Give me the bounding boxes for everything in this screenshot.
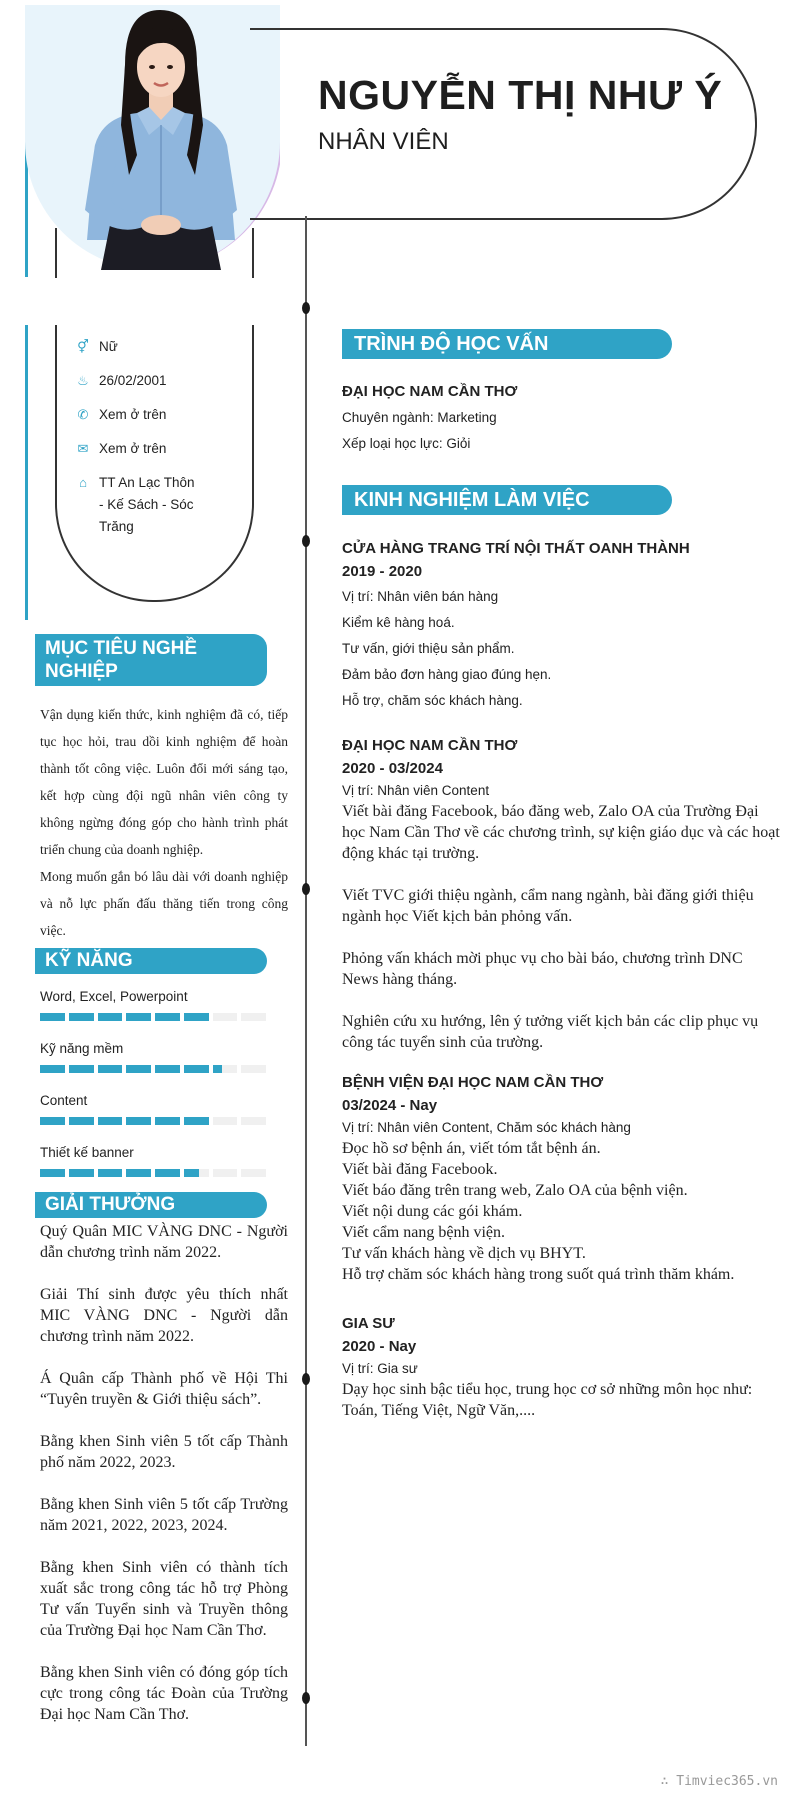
contact-frame <box>55 325 254 602</box>
timeline-dot <box>302 1373 310 1385</box>
skill-bar-segment <box>241 1065 266 1073</box>
skill-bar-segment <box>69 1065 94 1073</box>
watermark: ∴ Timviec365.vn <box>660 1774 778 1789</box>
skill-bar-segment <box>69 1117 94 1125</box>
gender-icon: ⚥ <box>77 339 89 354</box>
skill-bar-segment <box>69 1013 94 1021</box>
email-icon: ✉ <box>77 441 89 456</box>
timeline-dot <box>302 302 310 314</box>
skill-bar-segment <box>184 1065 209 1073</box>
award-item: Bằng khen Sinh viên 5 tốt cấp Trường năm 2021, 2022, 2023, 2024. <box>40 1496 288 1534</box>
education-school: ĐẠI HỌC NAM CẦN THƠ <box>342 383 518 400</box>
skill-bar-segment <box>213 1117 238 1125</box>
skill-bar-segment <box>69 1169 94 1177</box>
skill-bar-segment <box>241 1117 266 1125</box>
skill-bar-segment <box>155 1169 180 1177</box>
skill-bar-segment <box>40 1169 65 1177</box>
award-item: Giải Thí sinh được yêu thích nhất MIC VÀNG DNC - Người dẫn chương trình năm 2022. <box>40 1286 288 1345</box>
objective-section-title: MỤC TIÊU NGHỀ NGHIỆP <box>35 634 267 686</box>
skill-bar-segment <box>184 1169 209 1177</box>
left-accent-bar-mid <box>25 325 28 620</box>
contact-gender: ⚥ Nữ <box>75 338 118 356</box>
skill-bar-segment <box>126 1169 151 1177</box>
skill-bar-segment <box>40 1065 65 1073</box>
skill-bar-segment <box>155 1013 180 1021</box>
skill-bar-segment <box>184 1013 209 1021</box>
skills-section-title: KỸ NĂNG <box>35 948 267 974</box>
experience-item: GIA SƯ 2020 - Nay Vị trí: Gia sư Dạy học sinh bậc tiểu học, trung học cơ sở những môn học như: Toán, Tiếng Việt, Ngữ Văn,.... <box>342 1315 753 1419</box>
skill-bar-segment <box>126 1013 151 1021</box>
contact-phone: ✆ Xem ở trên <box>75 406 166 424</box>
award-item: Bằng khen Sinh viên có đóng góp tích cực trong công tác Đoàn của Trường Đại học Nam Cần Thơ. <box>40 1664 288 1723</box>
skill-bar-segment <box>98 1065 123 1073</box>
skill-bar-segment <box>213 1169 238 1177</box>
skill-bar <box>40 1065 266 1073</box>
timeline-dot <box>302 535 310 547</box>
awards-section-title: GIẢI THƯỞNG <box>35 1192 267 1218</box>
candidate-role: NHÂN VIÊN <box>318 128 449 155</box>
contact-address: ⌂ TT An Lạc Thôn - Kế Sách - Sóc Trăng <box>75 474 195 536</box>
skill-bar-segment <box>98 1117 123 1125</box>
contact-birthday: ♨ 26/02/2001 <box>75 372 167 390</box>
experience-item: BỆNH VIỆN ĐẠI HỌC NAM CẦN THƠ 03/2024 - Nay Vị trí: Nhân viên Content, Chăm sóc khách hàng Đọc hồ sơ bệnh án, viết tóm tắt bệnh án. Viết bài đăng Facebook. Viết báo đăng trên trang web, Zalo OA của bệnh viện. Viết nội dung các gói khám. Viết cẩm nang bệnh viện. Tư vấn khách hàng về dịch vụ BHYT. Hỗ trợ chăm sóc khách hàng trong suốt quá trình thăm khám. <box>342 1074 735 1283</box>
education-grade: Xếp loại học lực: Giỏi <box>342 436 471 451</box>
skill-bar-segment <box>213 1013 238 1021</box>
award-item: Bằng khen Sinh viên có thành tích xuất sắc trong công tác hỗ trợ Phòng Tư vấn Tuyển sinh và Truyền thông của Trường Đại học Nam Cần Thơ. <box>40 1559 288 1639</box>
experience-item: CỬA HÀNG TRANG TRÍ NỘI THẤT OANH THÀNH 2019 - 2020 Vị trí: Nhân viên bán hàng Kiểm kê hàng hoá. Tư vấn, giới thiệu sản phẩm. Đảm bảo đơn hàng giao đúng hẹn. Hỗ trợ, chăm sóc khách hàng. <box>342 540 690 708</box>
skill-bar-segment <box>98 1169 123 1177</box>
award-item: Quý Quân MIC VÀNG DNC - Người dẫn chương trình năm 2022. <box>40 1223 288 1261</box>
skill-bar <box>40 1013 266 1021</box>
objective-text: Vận dụng kiến thức, kinh nghiệm đã có, tiếp tục học hỏi, trau dồi kinh nghiệm để hoàn thành tốt công việc. Luôn đổi mới sáng tạo, kết hợp cùng đội ngũ nhân viên công ty không ngừng đóng góp cho hành trình phát triển chung của doanh nghiệp. Mong muốn gắn bó lâu dài với doanh nghiệp và nỗ lực phấn đấu thăng tiến trong công việc. <box>40 707 288 938</box>
experience-section-title: KINH NGHIỆM LÀM VIỆC <box>342 485 672 515</box>
timeline-dot <box>302 883 310 895</box>
skill-bar-segment <box>241 1169 266 1177</box>
skill-bar <box>40 1117 266 1125</box>
award-item: Á Quân cấp Thành phố về Hội Thi “Tuyên truyền & Giới thiệu sách”. <box>40 1370 288 1408</box>
candidate-name: NGUYỄN THỊ NHƯ Ý <box>318 72 723 118</box>
timeline-dot <box>302 1692 310 1704</box>
contact-email: ✉ Xem ở trên <box>75 440 166 458</box>
skill-name: Word, Excel, Powerpoint <box>40 989 188 1004</box>
skill-name: Kỹ năng mềm <box>40 1041 124 1056</box>
skill-bar-segment <box>241 1013 266 1021</box>
awards-list <box>40 1221 288 1746</box>
home-icon: ⌂ <box>79 475 87 490</box>
phone-icon: ✆ <box>77 407 89 422</box>
skill-name: Thiết kế banner <box>40 1145 134 1160</box>
education-block <box>342 381 782 457</box>
skill-bar-segment <box>155 1117 180 1125</box>
skill-bar-segment <box>155 1065 180 1073</box>
experience-item: ĐẠI HỌC NAM CẦN THƠ 2020 - 03/2024 Vị trí: Nhân viên Content Viết bài đăng Facebook, báo đăng web, Zalo OA của Trường Đại học Nam Cần Thơ về các chương trình, sự kiện giáo dục và các hoạt động khác tại trường. Viết TVC giới thiệu ngành, cẩm nang ngành, bài đăng giới thiệu ngành học Viết kịch bản phỏng vấn. Phỏng vấn khách mời phục vụ cho bài báo, chương trình DNC News hàng tháng. Nghiên cứu xu hướng, lên ý tưởng viết kịch bản các clip phục vụ công tác tuyển sinh của trường. <box>342 737 780 1051</box>
skill-bar-segment <box>40 1013 65 1021</box>
skill-name: Content <box>40 1093 88 1108</box>
skill-bar-segment <box>126 1065 151 1073</box>
skill-bar <box>40 1169 266 1177</box>
skill-bar-segment <box>126 1117 151 1125</box>
skill-bar-segment <box>40 1117 65 1125</box>
skill-bar-segment <box>184 1117 209 1125</box>
birthday-cake-icon: ♨ <box>77 373 89 388</box>
award-item: Bằng khen Sinh viên 5 tốt cấp Thành phố năm 2022, 2023. <box>40 1433 288 1471</box>
education-section-title: TRÌNH ĐỘ HỌC VẤN <box>342 329 672 359</box>
header-frame <box>250 28 757 220</box>
education-major: Chuyên ngành: Marketing <box>342 410 497 425</box>
skill-bar-segment <box>213 1065 238 1073</box>
timeline-line <box>305 216 307 1746</box>
contact-frame-top <box>55 228 254 278</box>
skill-bar-segment <box>98 1013 123 1021</box>
